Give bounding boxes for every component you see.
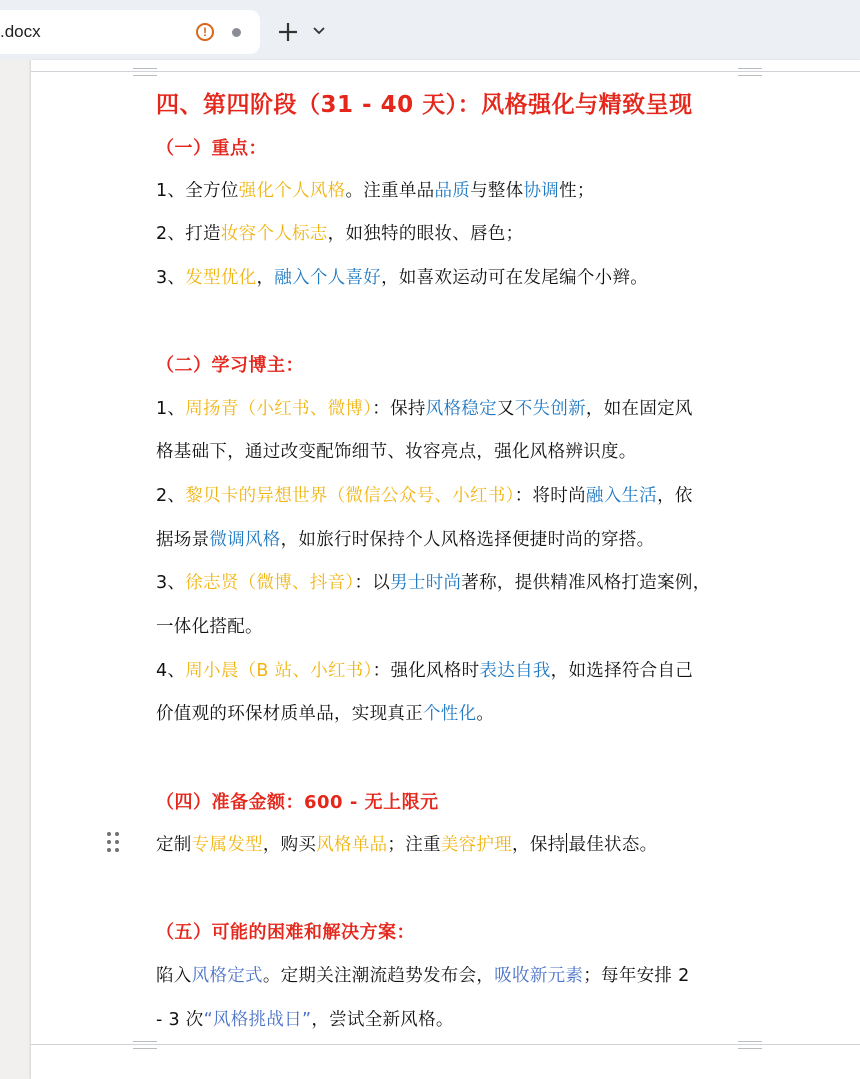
section-title: 四、第四阶段（31 - 40 天）：风格强化与精致呈现 bbox=[156, 92, 693, 118]
paragraph: 价值观的环保材质单品，实现真正个性化。 bbox=[156, 704, 495, 724]
chevron-down-icon[interactable] bbox=[312, 26, 326, 36]
document-tab[interactable] bbox=[0, 10, 260, 54]
paragraph: 2、打造妆容个人标志，如独特的眼妆、唇色； bbox=[156, 224, 524, 244]
paragraph: 定制专属发型，购买风格单品；注重美容护理，保持 最佳状态。 bbox=[156, 835, 658, 855]
paragraph: 陷入风格定式。定期关注潮流趋势发布会，吸收新元素；每年安排 2 bbox=[156, 966, 690, 986]
paragraph: 3、徐志贤（微博、抖音）：以男士时尚著称，提供精准风格打造案例， bbox=[156, 573, 711, 593]
paragraph: 一体化搭配。 bbox=[156, 617, 263, 637]
paragraph: 2、黎贝卡的异想世界（微信公众号、小红书）：将时尚融入生活，依 bbox=[156, 486, 693, 506]
heading-bloggers: （二）学习博主： bbox=[156, 355, 304, 376]
left-gutter bbox=[0, 60, 31, 1079]
heading-focus: （一）重点： bbox=[156, 138, 267, 159]
paragraph: 3、发型优化，融入个人喜好，如喜欢运动可在发尾编个小辫。 bbox=[156, 268, 649, 288]
heading-difficulties: （五）可能的困难和解决方案： bbox=[156, 922, 415, 943]
unsaved-dot-icon[interactable] bbox=[232, 28, 241, 37]
drag-handle-icon[interactable] bbox=[105, 830, 121, 854]
paragraph: 据场景微调风格，如旅行时保持个人风格选择便捷时尚的穿搭。 bbox=[156, 530, 655, 550]
margin-marker bbox=[738, 1041, 762, 1049]
paragraph: 1、周扬青（小红书、微博）：保持风格稳定又不失创新，如在固定风 bbox=[156, 399, 693, 419]
paragraph: 1、全方位强化个人风格。注重单品品质与整体协调性； bbox=[156, 181, 595, 201]
paragraph: 4、周小晨（B 站、小红书）：强化风格时表达自我，如选择符合自己 bbox=[156, 661, 694, 681]
info-warning-icon[interactable]: ! bbox=[196, 23, 214, 41]
paragraph: - 3 次“风格挑战日”，尝试全新风格。 bbox=[156, 1010, 454, 1030]
tab-bar bbox=[0, 0, 860, 60]
tab-title: .docx bbox=[0, 22, 41, 41]
heading-budget: （四）准备金额：600 - 无上限元 bbox=[156, 792, 439, 813]
plus-icon[interactable] bbox=[276, 20, 300, 44]
paragraph: 格基础下，通过改变配饰细节、妆容亮点，强化风格辨识度。 bbox=[156, 442, 637, 462]
margin-marker bbox=[133, 1041, 157, 1049]
margin-marker bbox=[738, 68, 762, 76]
margin-marker bbox=[133, 68, 157, 76]
